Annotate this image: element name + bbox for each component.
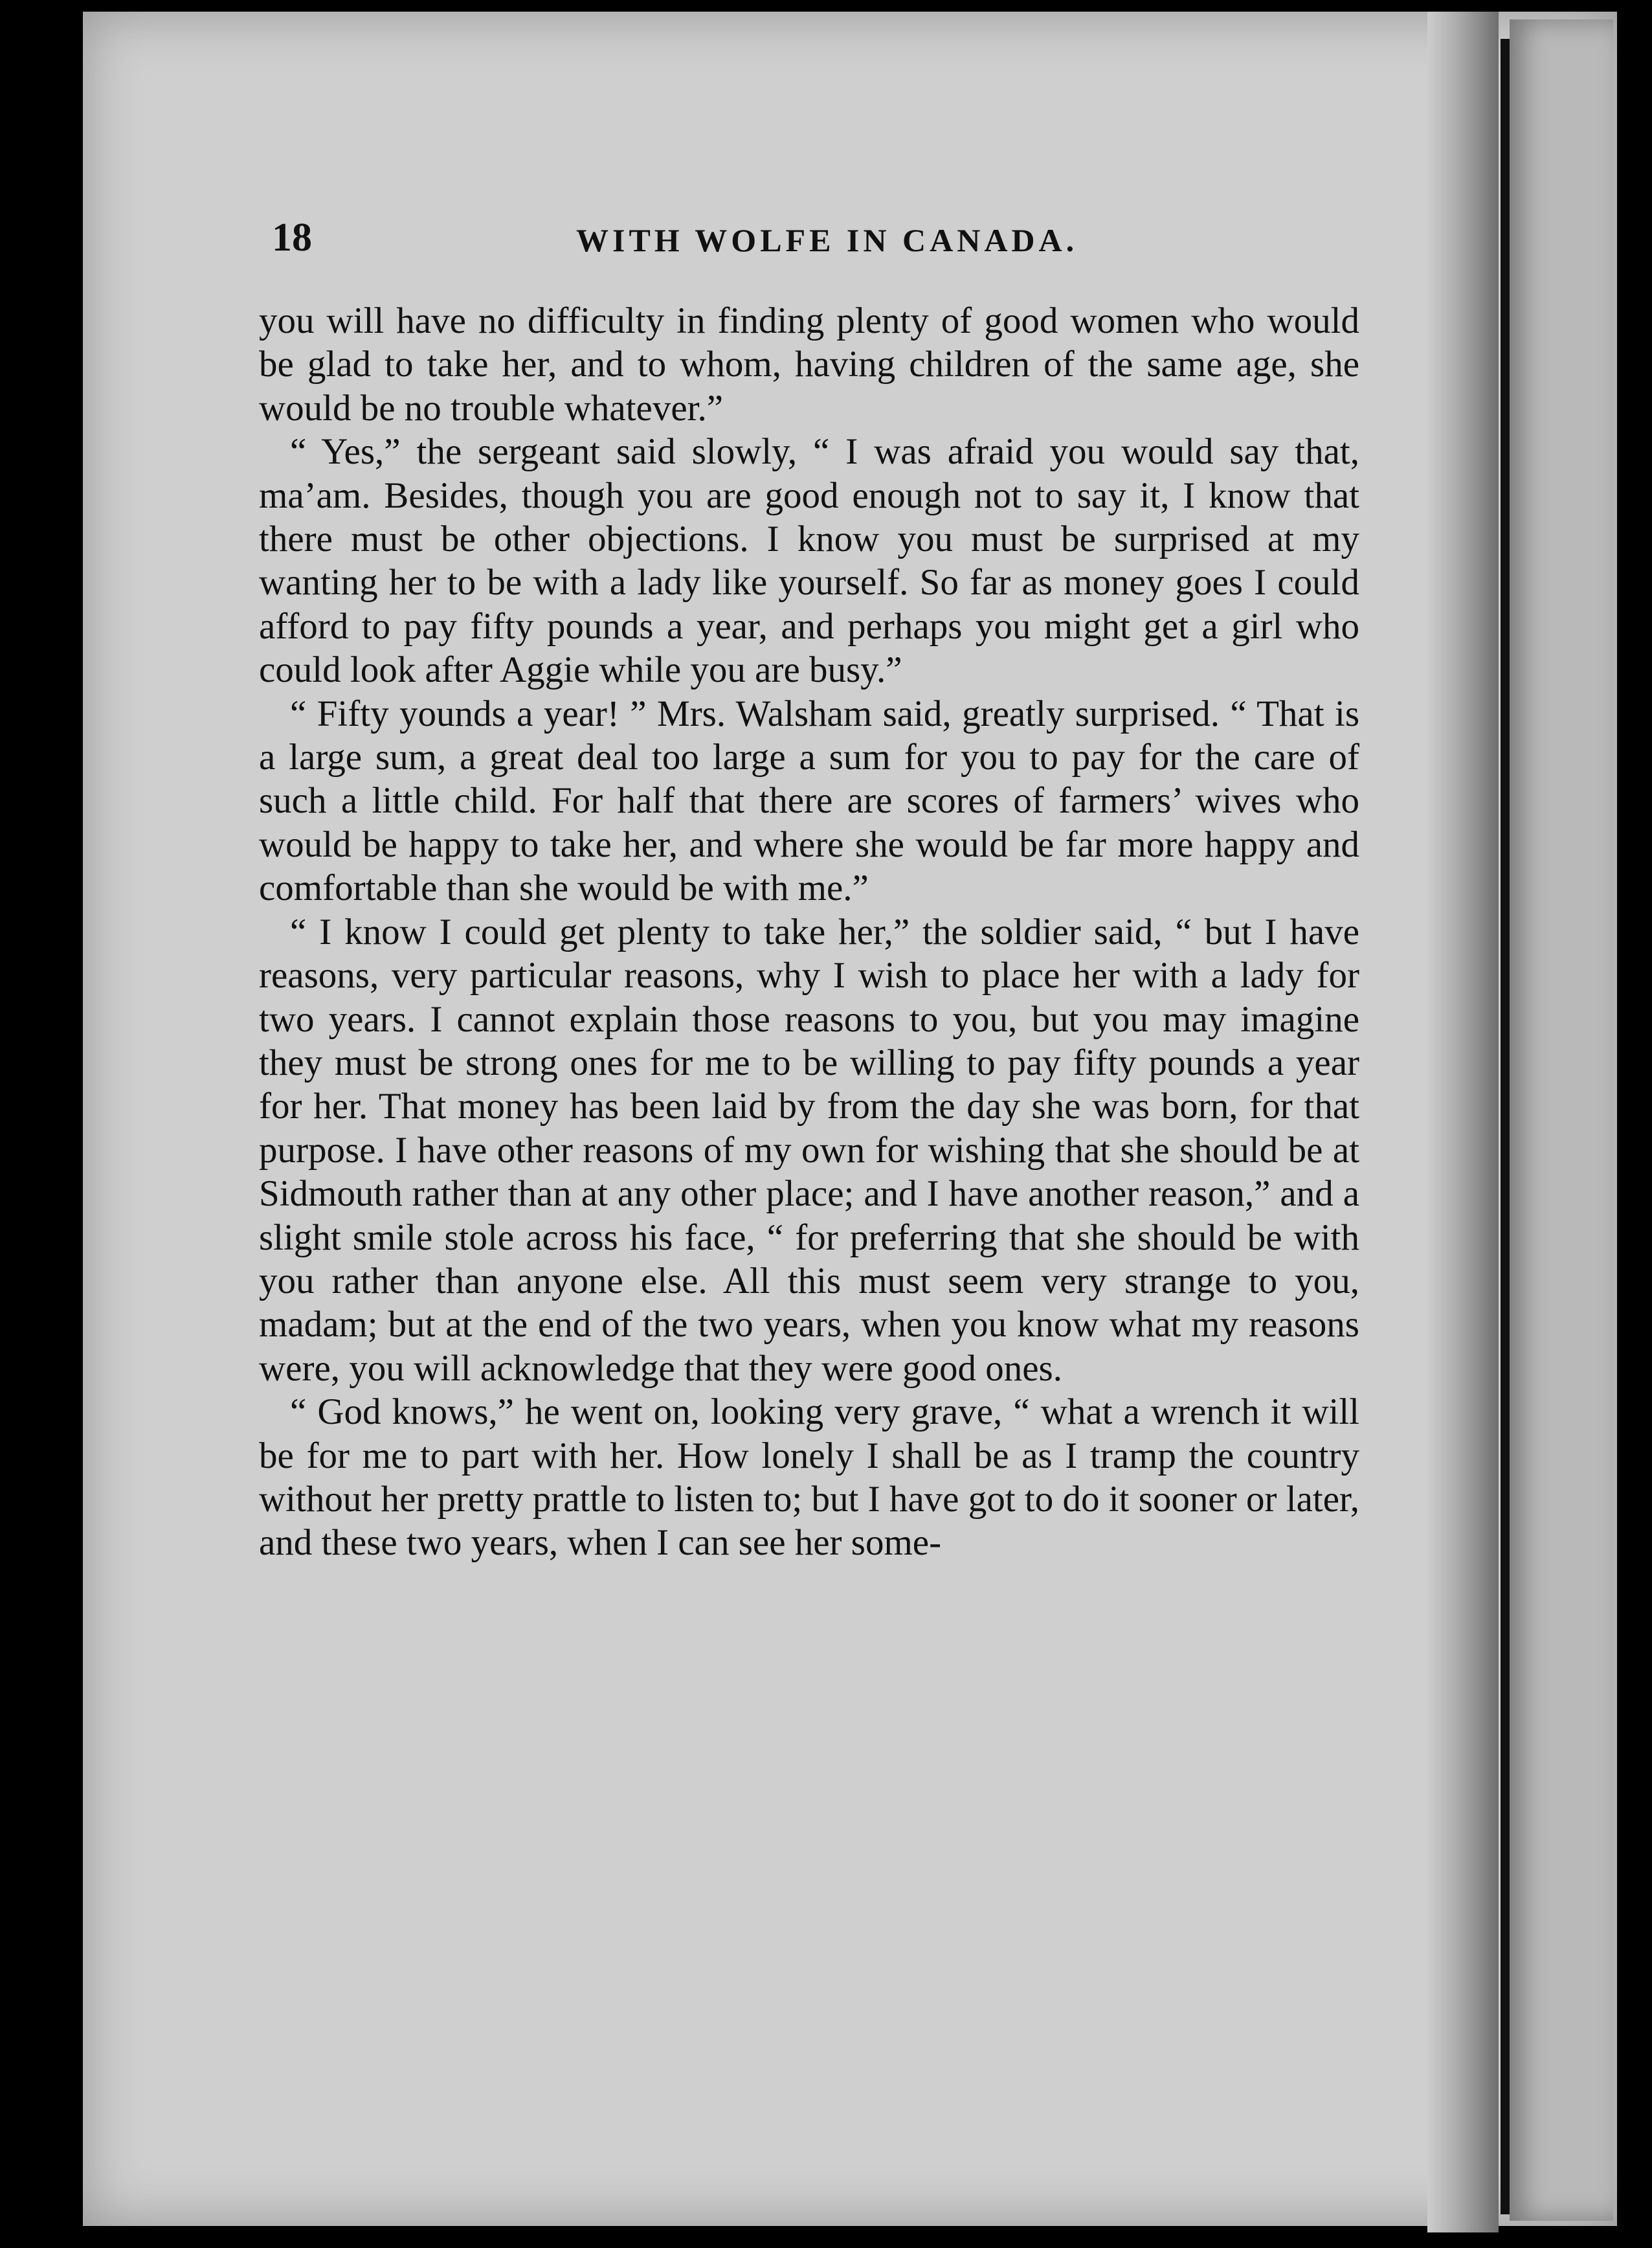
paragraph: “ Fifty younds a year! ” Mrs. Walsham said, greatly surprised. “ That is a large sum, a great deal too large a sum for you to pay for the care of such a little child. For half that there are scores of farmers’ wives who would be happy to take her, and where she would be far more happy and comfortable than she would be with me.”	[259, 693, 1359, 909]
facing-page-edge	[1510, 19, 1613, 2221]
gutter-shadow-line	[1501, 39, 1510, 2214]
paragraph: “ I know I could get plenty to take her,” the soldier said, “ but I have reasons, very particular reasons, why I wish to place her with a lady for two years. I cannot explain those reasons to you, but you may imagine they must be strong ones for me to be willing to pay fifty pounds a year for her. That money has been laid by from the day she was born, for that purpose. I have other reasons of my own for wishing that she should be at Sidmouth rather than at any other place; and I have another reason,” and a slight smile stole across his face, “ for preferring that she should be with you rather than anyone else. All this must seem very strange to you, madam; but at the end of the two years, when you know what my reasons were, you will acknowledge that they were good ones.	[259, 911, 1359, 1389]
book-gutter	[1427, 12, 1499, 2232]
running-title: WITH WOLFE IN CANADA.	[576, 222, 1078, 258]
page-header	[272, 215, 1366, 286]
page-number: 18	[272, 216, 312, 260]
body-text	[259, 299, 1359, 1565]
paragraph: “ God knows,” he went on, looking very grave, “ what a wrench it will be for me to part with her. How lonely I shall be as I tramp the country without her pretty prattle to listen to; but I have got to do it sooner or later, and these two years, when I can see her some-	[259, 1391, 1359, 1564]
paragraph: “ Yes,” the sergeant said slowly, “ I was afraid you would say that, ma’am. Besides, though you are good enough not to say it, I know that there must be other objections. I know you must be surprised at my wanting her to be with a lady like yourself. So far as money goes I could afford to pay fifty pounds a year, and perhaps you might get a girl who could look after Aggie while you are busy.”	[259, 431, 1359, 691]
paragraph: you will have no difficulty in finding plenty of good women who would be glad to take her, and to whom, having children of the same age, she would be no trouble whatever.”	[259, 300, 1359, 429]
